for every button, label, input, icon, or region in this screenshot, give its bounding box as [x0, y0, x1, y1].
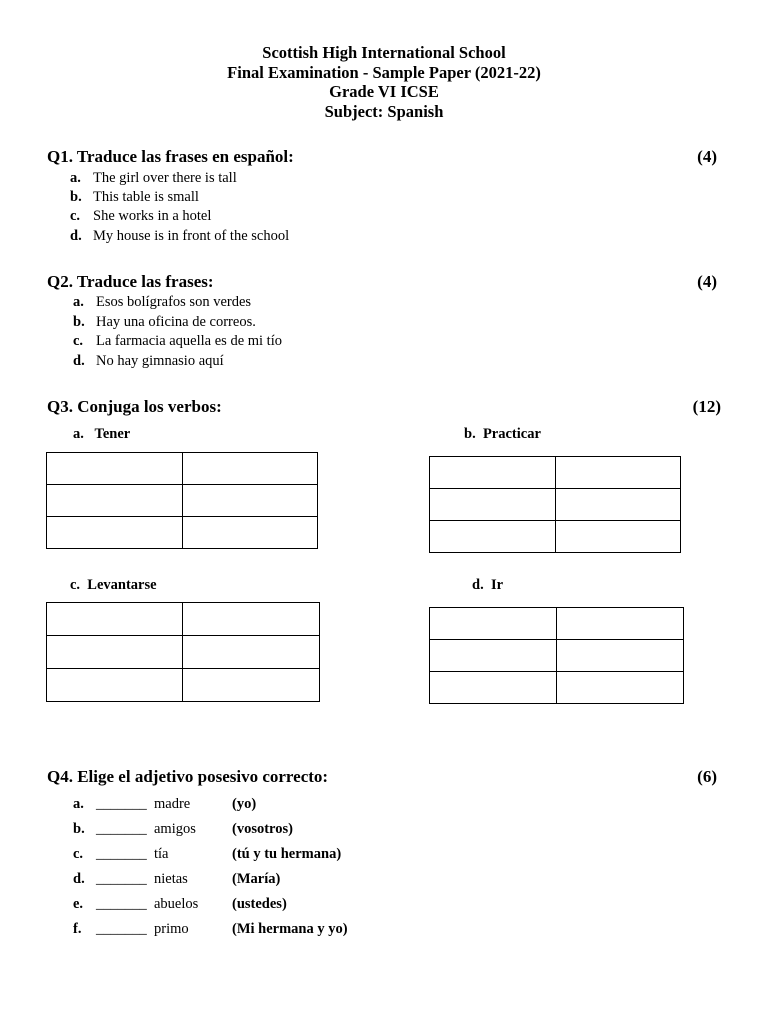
item-text: No hay gimnasio aquí — [96, 353, 224, 369]
list-item — [70, 170, 237, 187]
item-word: primo — [154, 921, 189, 937]
verb-label-levantarse: c. Levantarse — [70, 577, 157, 593]
table-cell[interactable] — [430, 672, 557, 704]
table-cell[interactable] — [556, 489, 681, 521]
list-item — [73, 921, 393, 941]
item-letter: c. — [73, 846, 84, 862]
table-cell[interactable] — [557, 640, 684, 672]
q2-title: Q2. Traduce las frases: — [47, 272, 214, 291]
conjugation-table-tener — [46, 452, 318, 549]
list-item — [70, 208, 211, 225]
list-item — [73, 333, 282, 350]
item-letter: b. — [70, 189, 82, 205]
exam-title: Final Examination - Sample Paper (2021-22) — [227, 62, 541, 82]
conjugation-table-practicar — [429, 456, 681, 553]
table-cell[interactable] — [183, 485, 318, 517]
table-cell[interactable] — [183, 636, 320, 669]
subject-line: Subject: Spanish — [324, 101, 444, 121]
q4-title: Q4. Elige el adjetivo posesivo correcto: — [47, 767, 329, 786]
q1-title: Q1. Traduce las frases en español: — [47, 147, 294, 166]
list-item — [73, 896, 393, 916]
q2-marks: (4) — [697, 272, 717, 291]
list-item — [70, 189, 199, 206]
table-cell[interactable] — [183, 669, 320, 702]
q4-list — [73, 796, 393, 946]
item-letter: d. — [73, 871, 85, 887]
answer-blank[interactable]: _______ — [96, 796, 147, 812]
item-text: The girl over there is tall — [93, 170, 237, 186]
table-cell[interactable] — [47, 669, 183, 702]
item-letter: b. — [73, 314, 85, 330]
item-letter: a. — [73, 796, 84, 812]
item-text: Esos bolígrafos son verdes — [96, 294, 252, 310]
item-letter: c. — [73, 333, 84, 349]
item-letter: d. — [73, 353, 85, 369]
table-cell[interactable] — [47, 453, 183, 485]
table-cell[interactable] — [556, 457, 681, 489]
item-letter: b. — [73, 821, 85, 837]
item-hint: (yo) — [232, 796, 257, 812]
q4-marks: (6) — [697, 767, 717, 786]
table-cell[interactable] — [183, 453, 318, 485]
item-hint: (ustedes) — [232, 896, 287, 912]
table-cell[interactable] — [430, 457, 556, 489]
list-item — [73, 294, 251, 311]
conjugation-table-ir — [429, 607, 684, 704]
item-letter: f. — [73, 921, 82, 937]
item-text: My house is in front of the school — [93, 228, 290, 244]
table-cell[interactable] — [430, 640, 557, 672]
item-word: abuelos — [154, 896, 199, 912]
answer-blank[interactable]: _______ — [96, 921, 147, 937]
list-item — [70, 228, 289, 245]
answer-blank[interactable]: _______ — [96, 896, 147, 912]
answer-blank[interactable]: _______ — [96, 871, 147, 887]
item-hint: (María) — [232, 871, 281, 887]
conjugation-table-levantarse — [46, 602, 320, 702]
item-word: tía — [154, 846, 169, 862]
item-letter: a. — [70, 170, 81, 186]
item-word: madre — [154, 796, 191, 812]
school-name: Scottish High International School — [262, 43, 506, 62]
table-cell[interactable] — [47, 636, 183, 669]
table-cell[interactable] — [430, 521, 556, 553]
list-item — [73, 871, 393, 891]
item-word: amigos — [154, 821, 196, 837]
list-item — [73, 314, 256, 331]
verb-label-tener: a. Tener — [73, 426, 131, 442]
table-cell[interactable] — [557, 608, 684, 640]
item-letter: c. — [70, 208, 81, 224]
table-cell[interactable] — [47, 517, 183, 549]
list-item — [73, 353, 224, 370]
answer-blank[interactable]: _______ — [96, 846, 147, 862]
item-letter: e. — [73, 896, 84, 912]
table-cell[interactable] — [430, 489, 556, 521]
item-text: This table is small — [93, 189, 199, 205]
table-cell[interactable] — [47, 603, 183, 636]
grade-line: Grade VI ICSE — [329, 82, 439, 101]
list-item — [73, 821, 393, 841]
item-hint: (tú y tu hermana) — [232, 846, 342, 862]
table-cell[interactable] — [430, 608, 557, 640]
item-word: nietas — [154, 871, 188, 887]
item-letter: a. — [73, 294, 84, 310]
item-text: La farmacia aquella es de mi tío — [96, 333, 282, 349]
q3-marks: (12) — [692, 397, 721, 416]
verb-label-ir: d. Ir — [472, 577, 504, 593]
verb-label-practicar: b. Practicar — [464, 426, 541, 442]
list-item — [73, 846, 393, 866]
q1-marks: (4) — [697, 147, 717, 166]
item-text: Hay una oficina de correos. — [96, 314, 256, 330]
item-hint: (vosotros) — [232, 821, 293, 837]
table-cell[interactable] — [556, 521, 681, 553]
answer-blank[interactable]: _______ — [96, 821, 147, 837]
table-cell[interactable] — [183, 517, 318, 549]
exam-header — [0, 43, 768, 121]
q3-title: Q3. Conjuga los verbos: — [47, 397, 222, 416]
item-hint: (Mi hermana y yo) — [232, 921, 348, 937]
table-cell[interactable] — [183, 603, 320, 636]
table-cell[interactable] — [557, 672, 684, 704]
item-text: She works in a hotel — [93, 208, 212, 224]
item-letter: d. — [70, 228, 82, 244]
list-item — [73, 796, 393, 816]
table-cell[interactable] — [47, 485, 183, 517]
